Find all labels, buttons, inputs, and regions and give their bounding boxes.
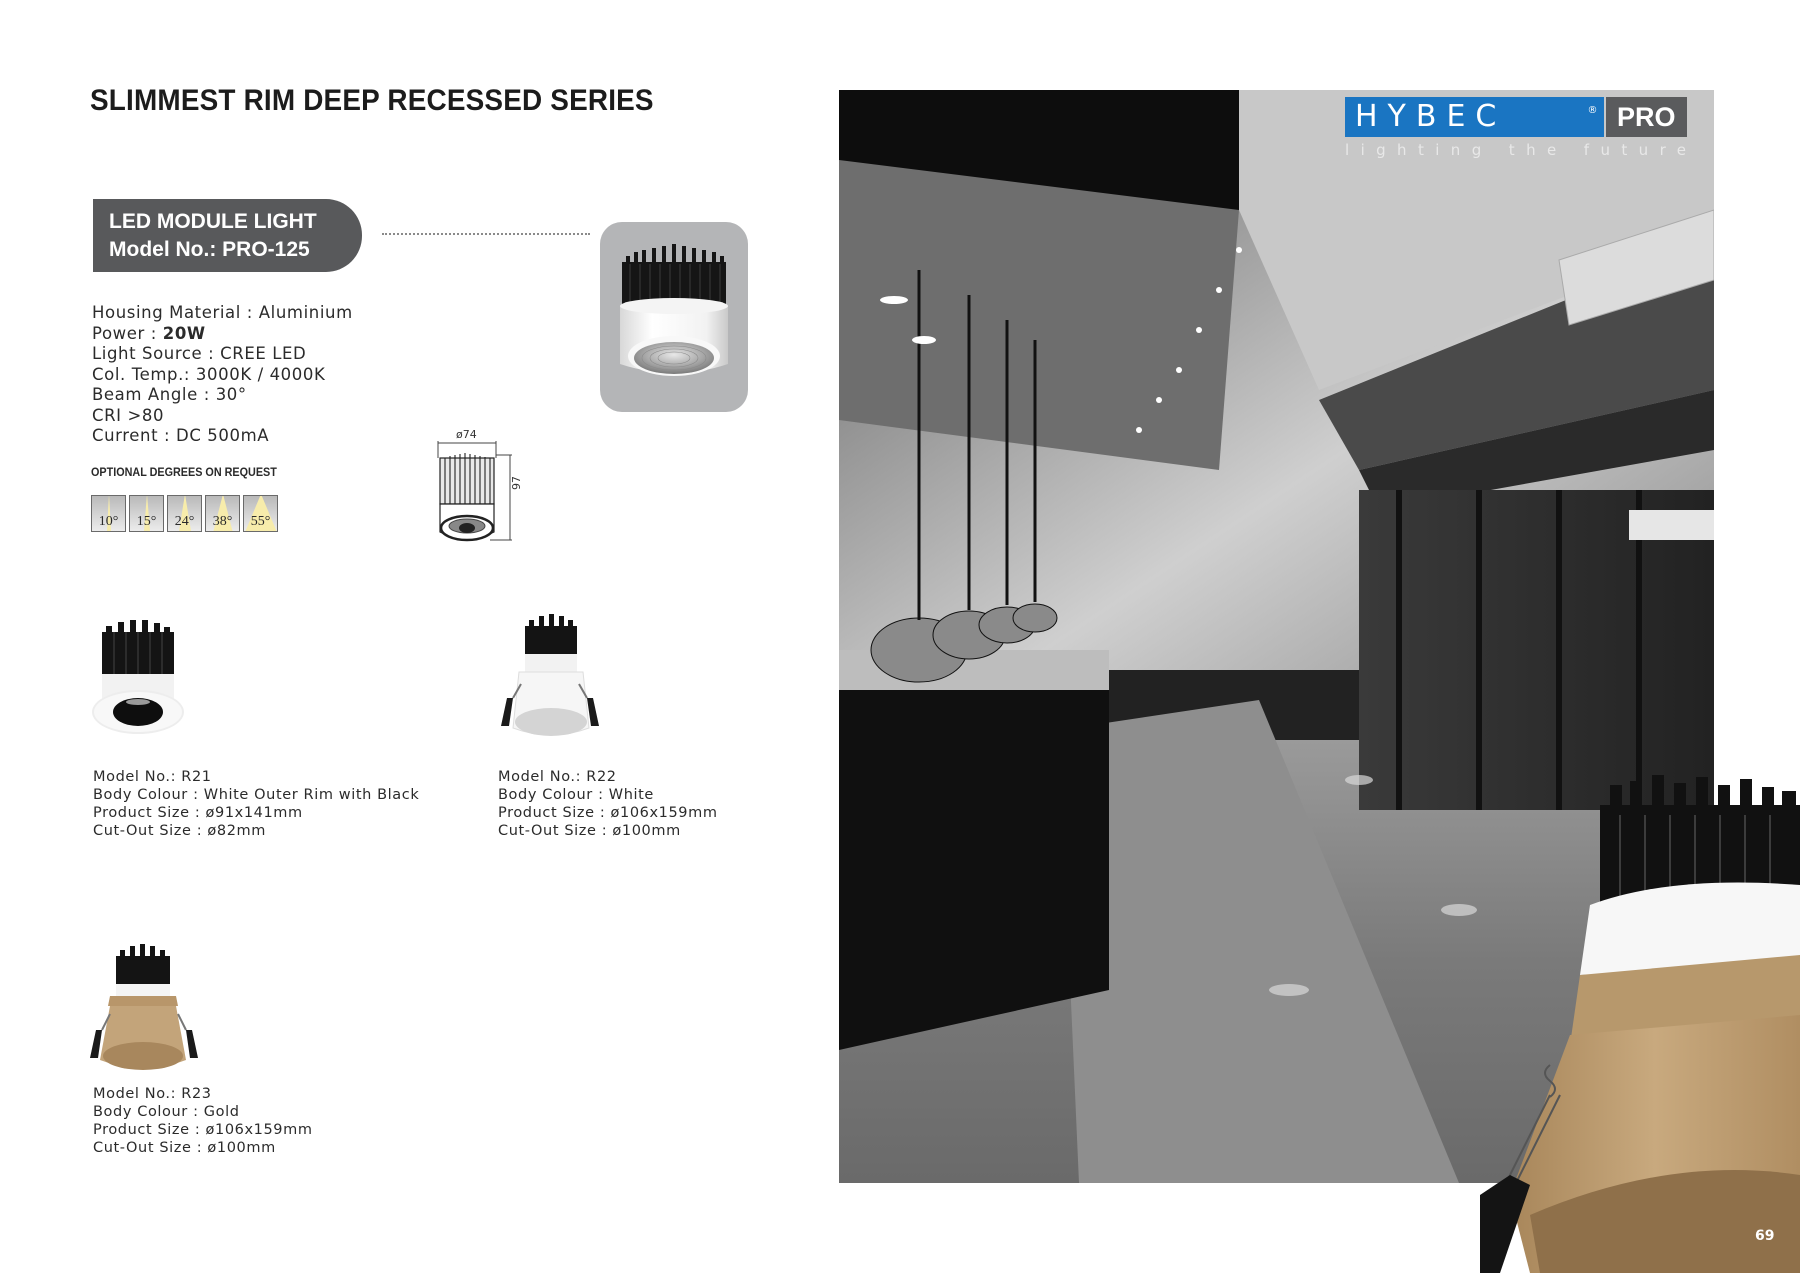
spec-colour-temperature: Col. Temp.: 3000K / 4000K [92, 364, 326, 384]
page-number: 69 [1755, 1228, 1775, 1244]
spec-light-source: Light Source : CREE LED [92, 344, 307, 363]
led-module-image-icon [600, 222, 748, 412]
registered-mark: ® [1587, 105, 1598, 116]
beam-angle-10: 10° [91, 495, 126, 532]
pro-125-product-photo [600, 222, 748, 412]
beam-angle-options [91, 495, 278, 532]
r21-model: Model No.: R21 [93, 769, 212, 785]
dotted-leader-line [382, 233, 590, 235]
beam-angle-38: 38° [205, 495, 240, 532]
product-header-pill [93, 199, 362, 272]
product-r21-image [90, 618, 186, 736]
r22-model: Model No.: R22 [498, 769, 617, 785]
product-r23-image [86, 944, 204, 1070]
hybec-pro-logo [1345, 97, 1687, 137]
product-r22-image [497, 614, 603, 736]
r23-cutout-size: Cut-Out Size : ø100mm [93, 1140, 276, 1156]
diameter-label: ø74 [456, 428, 477, 441]
r22-body-colour: Body Colour : White [498, 787, 654, 803]
spec-housing-material: Housing Material : Aluminium [92, 303, 353, 322]
height-label: 97 [510, 476, 523, 490]
hybec-wordmark: HYBEC ® [1345, 97, 1604, 137]
beam-angle-24: 24° [167, 495, 202, 532]
spec-beam-angle: Beam Angle : 30° [92, 385, 247, 404]
r23-body-colour: Body Colour : Gold [93, 1104, 240, 1120]
dimension-drawing [430, 428, 530, 550]
beam-angle-55: 55° [243, 495, 278, 532]
product-r23-details [93, 1085, 313, 1157]
r22-cutout-size: Cut-Out Size : ø100mm [498, 823, 681, 839]
r22-downlight-icon [497, 614, 603, 736]
pro-badge: PRO [1606, 97, 1688, 137]
specifications-list [92, 303, 353, 447]
r21-body-colour: Body Colour : White Outer Rim with Black [93, 787, 420, 803]
r23-gold-lamp-closeup [1470, 775, 1800, 1273]
r21-downlight-icon [90, 618, 186, 736]
r22-product-size: Product Size : ø106x159mm [498, 805, 718, 821]
product-r22-details [498, 768, 718, 840]
spec-cri: CRI >80 [92, 405, 165, 425]
optional-degrees-heading: OPTIONAL DEGREES ON REQUEST [91, 465, 277, 479]
r21-cutout-size: Cut-Out Size : ø82mm [93, 823, 266, 839]
r23-downlight-icon [86, 944, 204, 1070]
product-r21-details [93, 768, 419, 840]
spec-current: Current : DC 500mA [92, 426, 270, 445]
product-category: LED MODULE LIGHT [109, 210, 317, 233]
r21-product-size: Product Size : ø91x141mm [93, 805, 303, 821]
product-model-number: Model No.: PRO-125 [109, 238, 310, 261]
r23-product-size: Product Size : ø106x159mm [93, 1122, 313, 1138]
r23-model: Model No.: R23 [93, 1086, 212, 1102]
beam-angle-15: 15° [129, 495, 164, 532]
brand-tagline: lighting the future [1345, 141, 1698, 159]
gold-downlight-closeup-icon [1470, 775, 1800, 1273]
page-title: SLIMMEST RIM DEEP RECESSED SERIES [90, 84, 654, 117]
spec-power: Power : 20W [92, 323, 206, 343]
